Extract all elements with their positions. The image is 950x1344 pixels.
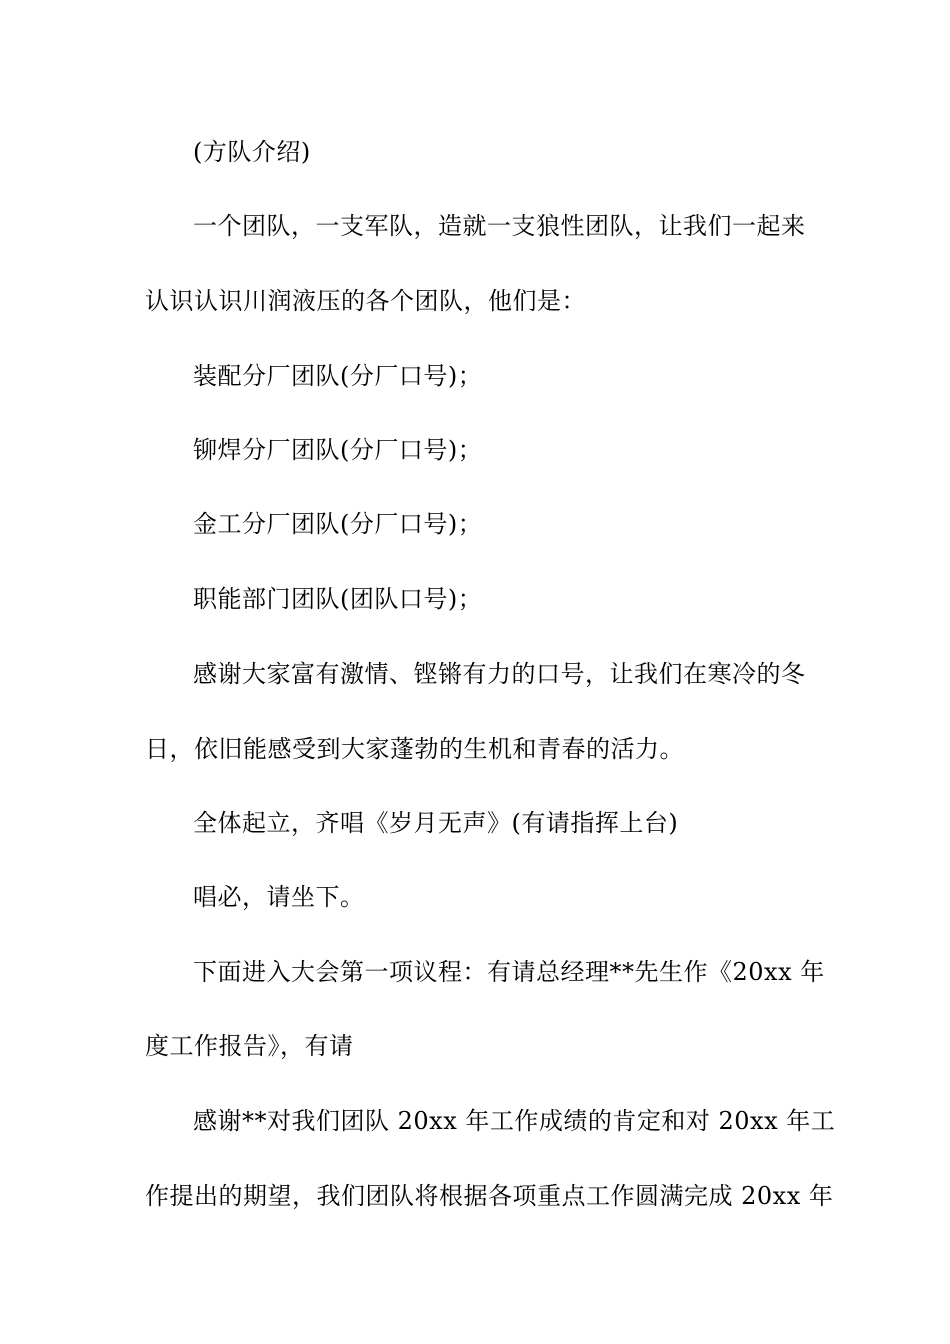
paragraph-line: 全体起立，齐唱《岁月无声》(有请指挥上台)	[193, 809, 679, 837]
paragraph-line: 金工分厂团队(分厂口号)；	[193, 510, 483, 538]
paragraph-line: 职能部门团队(团队口号)；	[193, 585, 483, 613]
paragraph-line: 日，依旧能感受到大家蓬勃的生机和青春的活力。	[145, 735, 684, 763]
paragraph-line: 唱必，请坐下。	[193, 883, 365, 911]
paragraph-line: 感谢大家富有激情、铿锵有力的口号，让我们在寒冷的冬	[193, 660, 806, 688]
paragraph-line: 装配分厂团队(分厂口号)；	[193, 362, 483, 390]
paragraph-line: 一个团队，一支军队，造就一支狼性团队，让我们一起来	[193, 212, 806, 240]
paragraph-line: 度工作报告》，有请	[145, 1032, 354, 1060]
paragraph-line: 感谢**对我们团队 20xx 年工作成绩的肯定和对 20xx 年工	[193, 1107, 836, 1135]
paragraph-line: (方队介绍)	[193, 138, 311, 166]
paragraph-line: 下面进入大会第一项议程：有请总经理**先生作《20xx 年	[193, 958, 825, 986]
paragraph-line: 铆焊分厂团队(分厂口号)；	[193, 436, 483, 464]
paragraph-line: 作提出的期望，我们团队将根据各项重点工作圆满完成 20xx 年	[145, 1182, 834, 1210]
paragraph-line: 认识认识川润液压的各个团队，他们是：	[145, 287, 586, 315]
